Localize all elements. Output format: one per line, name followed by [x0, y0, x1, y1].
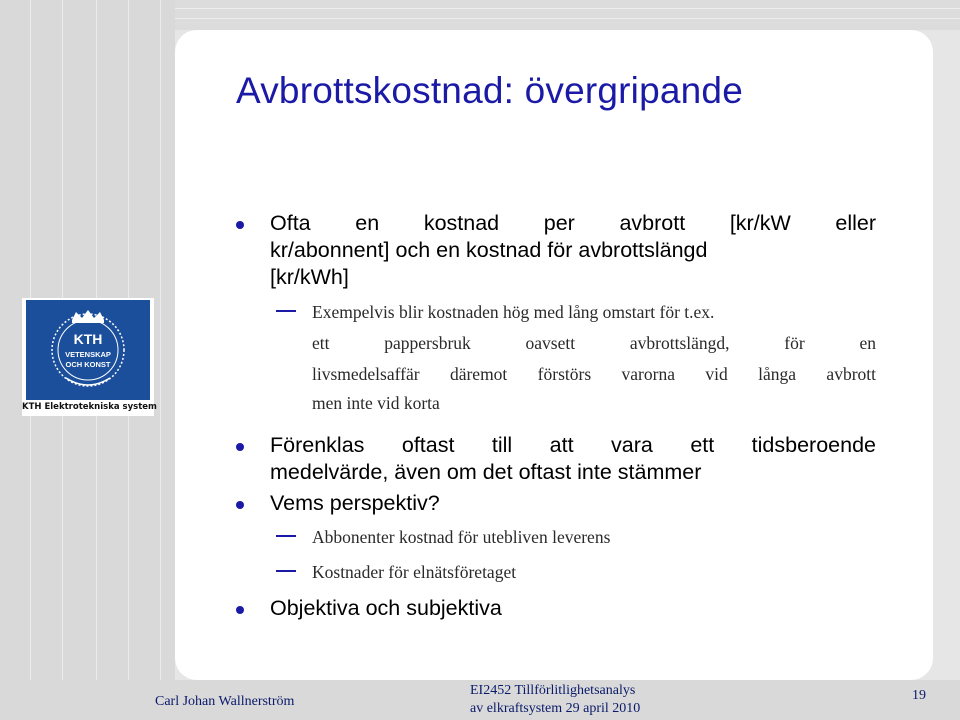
bullet-line: Ofta en kostnad per avbrott [kr/kW eller [270, 211, 876, 235]
bullet-line: kr/abonnent] och en kostnad för avbrottslängd [270, 238, 708, 262]
sub-bullet-line: ett pappersbruk oavsett avbrottslängd, för en [312, 333, 876, 353]
bullet-item [236, 595, 876, 622]
slide-content [236, 210, 876, 622]
sub-bullet-line: livsmedelsaffär däremot förstörs varorna vid långa avbrott [312, 364, 876, 384]
sub-bullet-line: Abbonenter kostnad för utebliven leverens [312, 527, 611, 547]
bullet-line: Vems perspektiv? [270, 491, 440, 515]
sub-bullet-line: men inte vid korta [312, 393, 440, 413]
dash-icon [276, 570, 296, 572]
logo-text-kth: KTH [73, 331, 103, 347]
sub-bullet-item [236, 523, 876, 552]
footer-course-line2: av elkraftsystem 29 april 2010 [470, 701, 641, 716]
sub-bullet-line: Exempelvis blir kostnaden hög med lång omstart för t.ex. [312, 302, 715, 322]
bullet-line: Objektiva och subjektiva [270, 596, 502, 620]
bullet-line: medelvärde, även om det oftast inte stämmer [270, 460, 702, 484]
kth-crest-icon [26, 300, 150, 400]
logo-caption: KTH Elektrotekniska system [22, 402, 157, 412]
sub-bullet-item [236, 558, 876, 587]
sub-bullet-item [236, 298, 876, 418]
bullet-item [236, 210, 876, 291]
page-number: 19 [912, 688, 926, 703]
top-background [175, 0, 960, 30]
bullet-item [236, 490, 876, 517]
bullet-icon [236, 443, 244, 451]
logo-text-konst: OCH KONST [65, 360, 111, 369]
bullet-icon [236, 606, 244, 614]
footer-course-line1: EI2452 Tillförlitlighetsanalys [470, 683, 636, 698]
dash-icon [276, 310, 296, 312]
dash-icon [276, 535, 296, 537]
sub-bullet-line: Kostnader för elnätsföretaget [312, 562, 517, 582]
bullet-line: Förenklas oftast till att vara ett tidsberoende [270, 433, 876, 457]
bullet-line: [kr/kWh] [270, 265, 349, 289]
kth-logo [22, 298, 157, 416]
bullet-icon [236, 501, 244, 509]
slide-title: Avbrottskostnad: övergripande [236, 70, 743, 111]
footer [0, 680, 960, 720]
bullet-icon [236, 221, 244, 229]
bullet-item [236, 432, 876, 486]
footer-author: Carl Johan Wallnerström [155, 694, 295, 709]
logo-text-vetenskap: VETENSKAP [65, 350, 111, 359]
